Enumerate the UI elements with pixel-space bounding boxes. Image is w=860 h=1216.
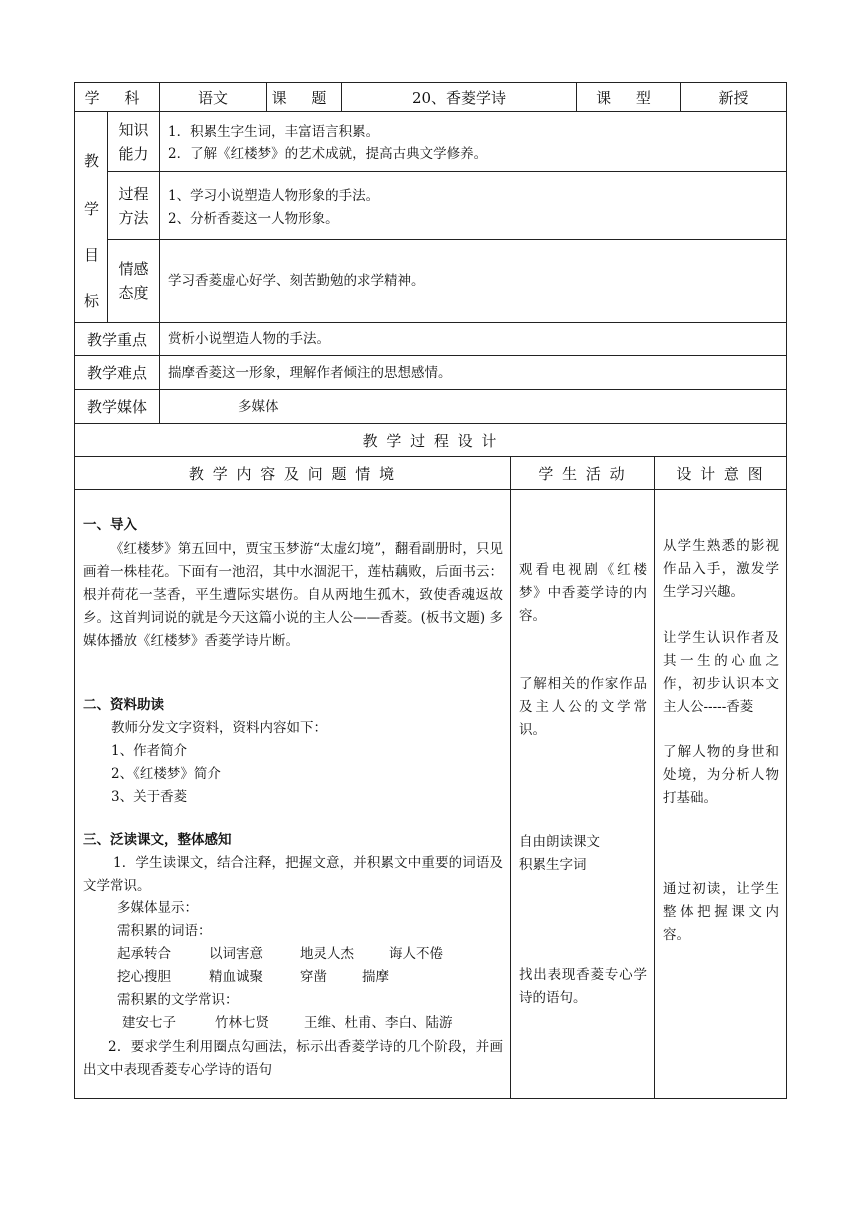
teaching-content-cell: 一、导入 《红楼梦》第五回中，贾宝玉梦游“太虚幻境”，翻看副册时，只见画着一株桂花。下面有一池沼，其中水涸泥干，莲枯藕败，后面书云：根并荷花一茎香，平生遭际实堪伤。自从两地生孤木，致使香魂返故乡。这首判词说的就是今天这篇小说的主人公——香菱。(板书文题) 多媒体播放《红楼梦》香菱学诗片断。 二、资料助读 教师分发文字资料，资料内容如下： 1、作者简介 2、《红楼梦》简介 3、关于香菱 三、泛读课文，整体感知 1．学生读课文，结合注释，把握文意，并积累文中重要的词语及文学常识。 多媒体显示： 需积累的词语： 起承转合 以词害意 地灵人杰 诲人不倦 挖心搜胆 精血诚聚 穿凿 揣摩 需积累的文学常识： 建安七子 竹林七贤 王维、杜甫、李白、陆游 2．要求学生利用圈点勾画法，标示出香菱学诗的几个阶段，并画出文中表现香菱专心学诗的语句 (74, 489, 511, 1099)
goals-label-char: 目 (84, 246, 100, 264)
column-header-student: 学 生 活 动 (510, 456, 655, 490)
design-intent: 从学生熟悉的影视作品入手，激发学生学习兴趣。 (663, 538, 779, 600)
design-intent: 通过初读，让学生整体把握课文内容。 (663, 881, 779, 943)
process-label: 过程 方法 (107, 171, 160, 240)
process-content: 1、学习小说塑造人物形象的手法。 2、分析香菱这一人物形象。 (159, 171, 787, 240)
student-activity-cell (510, 489, 655, 1099)
emotion-label: 情感 态度 (107, 239, 160, 323)
key-point-label: 教学重点 (74, 322, 160, 356)
design-intent-cell (654, 489, 787, 1099)
column-header-content: 教 学 内 容 及 问 题 情 境 (74, 456, 511, 490)
type-value: 新授 (680, 82, 787, 112)
lesson-label: 课 题 (266, 82, 342, 112)
subject-label: 学 科 (74, 82, 160, 112)
key-point-content: 赏析小说塑造人物的手法。 (159, 322, 787, 356)
column-header-intent: 设 计 意 图 (654, 456, 787, 490)
goals-label-char: 学 (84, 200, 100, 218)
process-design-title: 教 学 过 程 设 计 (74, 423, 787, 457)
emotion-content: 学习香菱虚心好学、刻苦勤勉的求学精神。 (159, 239, 787, 323)
media-content: 多媒体 (159, 389, 787, 424)
goals-label-cell (74, 111, 108, 323)
section-title: 二、资料助读 (83, 697, 164, 713)
knowledge-label: 知识 能力 (107, 111, 160, 172)
student-activity: 自由朗读课文 (519, 834, 600, 850)
intro-paragraph: 《红楼梦》第五回中，贾宝玉梦游“太虚幻境”，翻看副册时，只见画着一株桂花。下面有一池沼，其中水涸泥干，莲枯藕败，后面书云：根并荷花一茎香，平生遭际实堪伤。自从两地生孤木，致使香魂返故乡。这首判词说的就是今天这篇小说的主人公——香菱。(板书文题) 多媒体播放《红楼梦》香菱学诗片断。 (83, 541, 503, 649)
lesson-title: 20、香菱学诗 (341, 82, 577, 112)
section-title: 一、导入 (83, 517, 137, 533)
student-activity: 找出表现香菱专心学诗的语句。 (519, 967, 647, 1006)
knowledge-content: 1．积累生字生词，丰富语言积累。 2．了解《红楼梦》的艺术成就，提高古典文学修养。 (159, 111, 787, 172)
student-activity: 积累生字词 (519, 857, 587, 873)
section-title: 三、泛读课文，整体感知 (83, 832, 232, 848)
design-intent: 让学生认识作者及其一生的心血之作，初步认识本文主人公-----香菱 (663, 630, 779, 715)
design-intent: 了解人物的身世和处境，为分析人物打基础。 (663, 744, 779, 806)
student-activity: 观看电视剧《红楼梦》中香菱学诗的内容。 (519, 562, 647, 624)
difficulty-label: 教学难点 (74, 355, 160, 390)
media-label: 教学媒体 (74, 389, 160, 424)
type-label: 课 型 (576, 82, 681, 112)
subject-value: 语文 (159, 82, 267, 112)
goals-label-char: 标 (84, 292, 100, 310)
student-activity: 了解相关的作家作品及主人公的文学常识。 (519, 676, 647, 738)
difficulty-content: 揣摩香菱这一形象，理解作者倾注的思想感情。 (159, 355, 787, 390)
goals-label-char: 教 (84, 152, 100, 170)
